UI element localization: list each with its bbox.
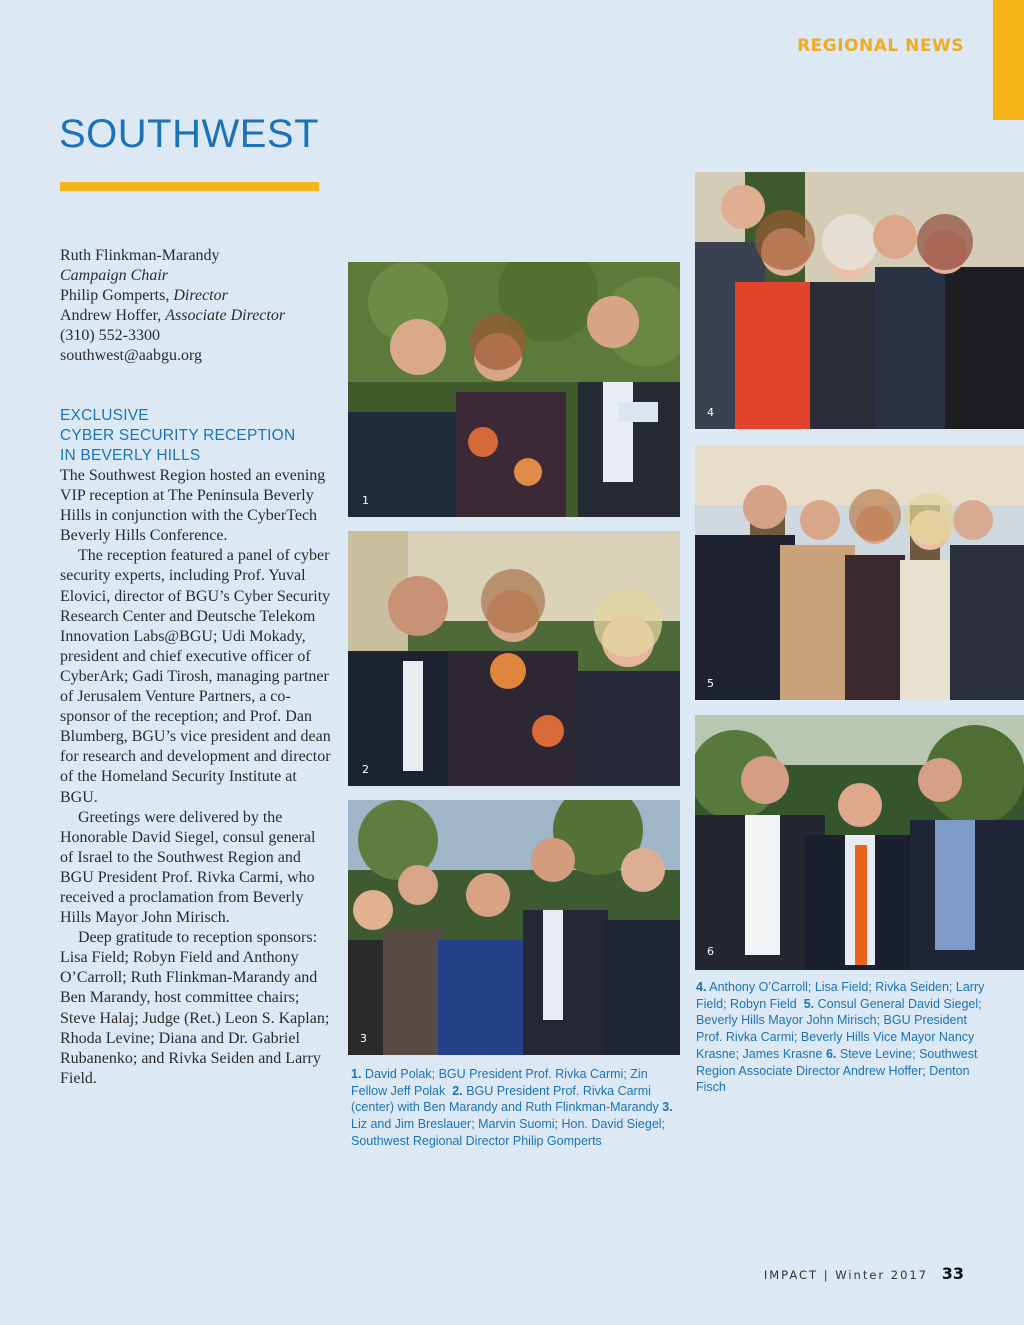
photo-number: 2 [362, 763, 369, 776]
caption-text: Consul General David Siegel; Beverly Hills Mayor John Mirisch; BGU President Prof. Rivka Carmi; Beverly Hills Vice Mayor Nancy Krasne; James Krasne [696, 996, 982, 1061]
photo-number: 5 [707, 677, 714, 690]
chair-role: Campaign Chair [60, 267, 169, 284]
caption-text: David Polak; BGU President Prof. Rivka Carmi; Zin Fellow Jeff Polak [351, 1067, 648, 1098]
article-paragraph: The Southwest Region hosted an evening VIP reception at The Peninsula Beverly Hills in conjunction with the CyberTech Beverly Hills Conference. [60, 467, 326, 545]
caption-text: Steve Levine; Southwest Region Associate Director Andrew Hoffer; Denton Fisch [696, 1046, 978, 1095]
photo-number: 1 [362, 494, 369, 507]
page-footer [764, 1264, 964, 1283]
associate-director-role: Associate Director [165, 307, 286, 324]
photo-2 [348, 531, 680, 786]
caption-number: 3. [662, 1100, 673, 1115]
photo-number: 3 [360, 1032, 367, 1045]
contact-block [60, 246, 330, 366]
caption-text: BGU President Prof. Rivka Carmi (center) with Ben Marandy and Ruth Flinkman-Marandy [351, 1083, 659, 1115]
article-paragraph: The reception featured a panel of cyber security experts, including Prof. Yuval Elovici, director of BGU’s Cyber Security Research Center and Deutsche Telekom Innovation Labs@BGU; Udi Mokady, president and chief executive officer of CyberArk; Gadi Tirosh, managing partner of Jerusalem Venture Partners, a co-sponsor of the reception; and Prof. Dan Blumberg, BGU’s vice president and dean for research and development and director of the Homeland Security Institute at BGU. [60, 547, 331, 806]
photo-5 [695, 445, 1024, 700]
article-paragraph: Greetings were delivered by the Honorable David Siegel, consul general of Israel to the Southwest Region and BGU President Prof. Rivka Carmi, who received a proclamation from Beverly Hills Mayor John Mirisch. [60, 808, 316, 927]
section-label: REGIONAL NEWS [797, 36, 964, 56]
article-heading-line: IN BEVERLY HILLS [60, 447, 201, 464]
article-heading [60, 406, 330, 466]
caption-number: 1. [351, 1067, 362, 1081]
article-body [60, 466, 332, 1089]
gold-corner-tab [993, 0, 1024, 120]
caption-right [696, 979, 994, 1096]
title-underline [60, 182, 319, 191]
publication-name: IMPACT | Winter 2017 [763, 1268, 929, 1282]
caption-left [351, 1066, 681, 1150]
email-address[interactable]: southwest@aabgu.org [60, 347, 202, 364]
photo-6 [695, 715, 1024, 970]
caption-number: 2. [452, 1083, 463, 1098]
chair-name: Ruth Flinkman-Marandy [60, 247, 220, 264]
photo-number: 6 [707, 945, 714, 958]
article-heading-line: EXCLUSIVE [60, 407, 149, 424]
associate-director-name: Andrew Hoffer, [60, 307, 162, 324]
article-paragraph: Deep gratitude to reception sponsors: Lisa Field; Robyn Field and Anthony O’Carroll; Ruth Flinkman-Marandy and Ben Marandy, host committee chairs; Steve Halaj; Judge (Ret.) Leon S. Kaplan; Rhoda Levine; Diana and Dr. Gabriel Rubanenko; and Rivka Seiden and Larry Field. [60, 929, 330, 1087]
page-title: SOUTHWEST [59, 112, 320, 156]
caption-number: 6. [825, 1046, 837, 1061]
caption-number: 4. [696, 980, 707, 994]
director-role: Director [173, 287, 228, 304]
caption-text: Anthony O’Carroll; Lisa Field; Rivka Seiden; Larry Field; Robyn Field [696, 980, 985, 1011]
photo-3 [348, 800, 680, 1055]
photo-number: 4 [707, 406, 714, 419]
caption-number: 5. [803, 996, 815, 1011]
photo-1 [348, 262, 680, 517]
caption-text: Liz and Jim Breslauer; Marvin Suomi; Hon. David Siegel; Southwest Regional Director Philip Gomperts [351, 1117, 666, 1148]
page-number: 33 [941, 1264, 964, 1283]
article-heading-line: CYBER SECURITY RECEPTION [60, 427, 296, 444]
director-name: Philip Gomperts, [60, 287, 170, 304]
phone-number: (310) 552-3300 [60, 327, 160, 344]
photo-4 [695, 172, 1024, 429]
